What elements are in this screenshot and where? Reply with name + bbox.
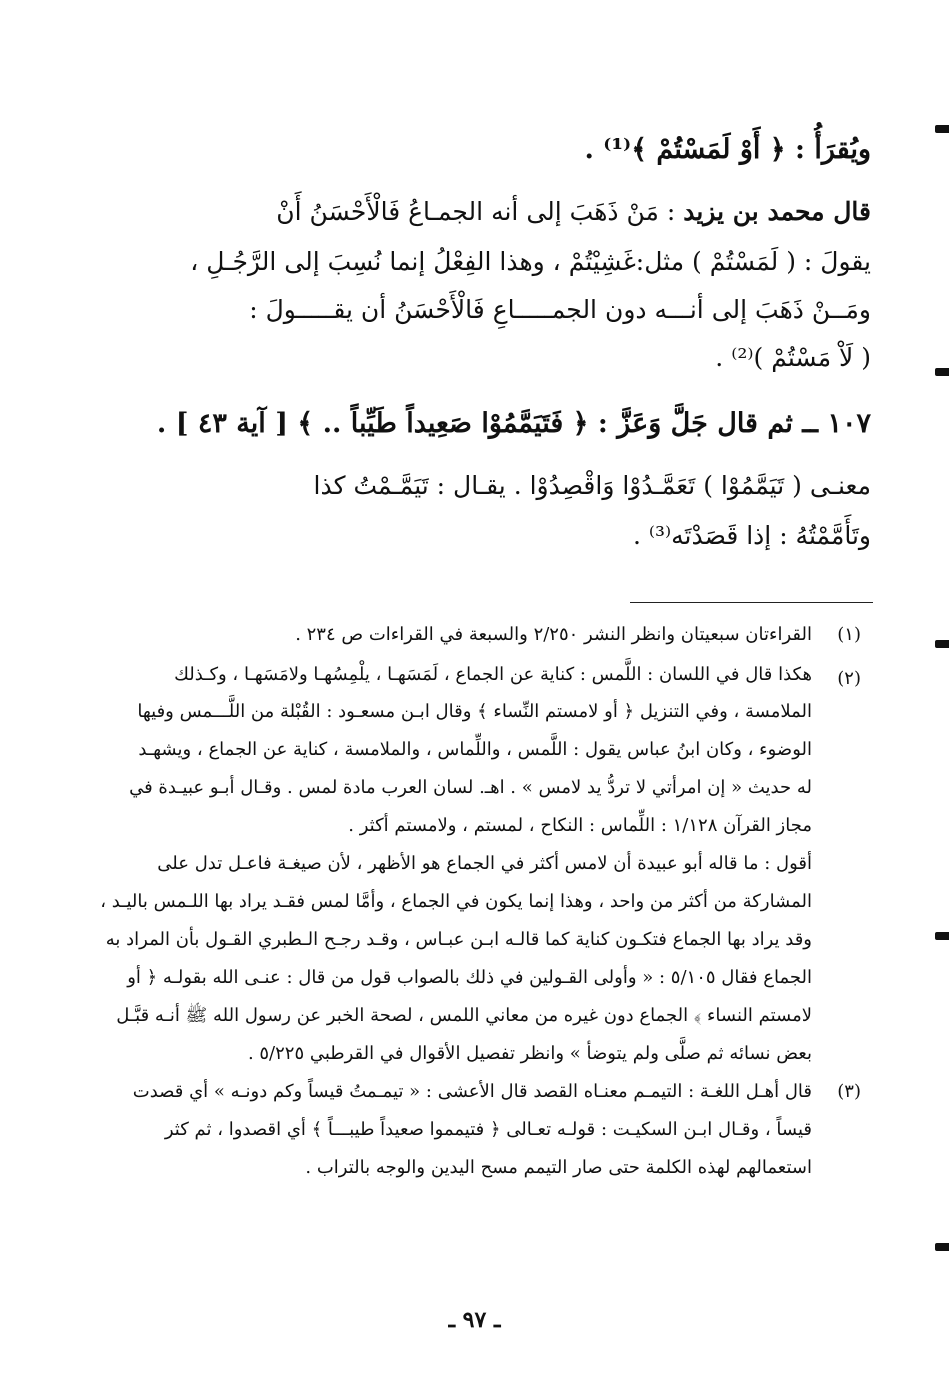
footnote-text: قال أهـل اللغـة : التيمـم معنـاه القصد قال الأعشى : « تيمـمتُ قيساً وكم دونـه » أي قصدت (132, 1081, 812, 1102)
footnote-text: لامستم النساء ﴾ الجماع دون غيره من معاني اللمس ، لصحة الخبر عن رسول الله ﷺ أنـه قبَّـل (116, 1005, 812, 1026)
page-number: ـ ٩٧ ـ (448, 1307, 501, 1333)
footnote-text: له حديث « إن امرأتي لا تردُّ يد لامس » . اهـ. لسان العرب مادة لمس . وقـال أبـو عبيـدة في (129, 777, 812, 798)
footnote-number: (٣) (837, 1081, 861, 1102)
footnote-text: أقول : ما قاله أبو عبيدة أن لامس أكثر في الجماع هو الأظهر ، لأن صيغـة فاعـل تدل على (157, 853, 812, 874)
footnote-text: استعمالهم لهذه الكلمة حتى صار التيمم مسح اليدين والوجه بالتراب . (305, 1157, 812, 1178)
body-line: وتَأَمَّمْتُهُ : إذا قَصَدْتَه⁽³⁾ . (632, 521, 871, 550)
footnote-text: وقد يراد بها الجماع فتكـون كناية كما قالـه ابـن عبـاس ، وقـد رجـح الـطبري القـول بأن المراد به (105, 929, 812, 950)
verse-heading: ١٠٧ ــ ثم قال جَلَّ وَعَزَّ : ﴿ فَتَيَمَّمُوْا صَعِيداً طَيِّباً .. ﴾ [ آية ٤٣ ] . (156, 408, 871, 439)
footnote-text: المشاركة من أكثر من واحد ، وهذا إنما يكون في الجماع ، وأمَّا لمس فقـد يراد بها اللـمس باليـد ، (100, 891, 812, 912)
body-line: ( لَاْ مَسْتُمْ )⁽²⁾ . (715, 343, 871, 372)
scan-edge-mark (935, 932, 949, 940)
footnote-text: بعض نسائه ثم صلَّى ولم يتوضأ » وانظر تفصيل الأقوال في القرطبي ٥/٢٢٥ . (247, 1043, 812, 1064)
quote-text: : مَنْ ذَهَبَ إلى أنه الجمـاعُ فَالْأَحْسَنُ أَنْ (276, 197, 684, 226)
body-line: معنـى ( تَيَمَّمُوْا ) تَعَمَّـدُوْا وَاقْصِدُوْا . يقـال : تَيَمَّـمْتُ كذا (313, 471, 871, 500)
footnote-text: هكذا قال في اللسان : اللَّمس : كناية عن الجماع ، لَمَسَهـا ، يلْمِسُهـا ولامَسَهـا ، وكـذلك (174, 664, 812, 685)
scan-edge-mark (935, 640, 949, 648)
scan-edge-mark (935, 1243, 949, 1251)
footnote-number: (١) (837, 624, 861, 645)
footnote-text: الملامسة ، وفي التنزيل ﴿ أو لامستم النِّساء ﴾ وقال ابـن مسعـود : القُبْلة من اللَّـــمس وفيها (137, 701, 812, 722)
body-line: يقولَ : ( لَمَسْتُمْ ) مثل:غَشِيْتُمْ ، وهذا الفِعْلُ إنما نُسِبَ إلى الرَّجُـلِ ، (190, 247, 871, 276)
reading-line: ويُقرَأُ : ﴿ أَوْ لَمَسْتُمْ ﴾⁽¹⁾ . (584, 134, 871, 165)
footnote-number: (٢) (837, 668, 861, 689)
footnote-text: القراءتان سبعيتان وانظر النشر ٢/٢٥٠ والسبعة في القراءات ص ٢٣٤ . (295, 624, 812, 645)
footnote-separator (630, 602, 873, 603)
quote-intro-line (276, 193, 871, 231)
footnote-text: الجماع فقال ٥/١٠٥ : « وأولى القـولين في ذلك بالصواب قول من قال : عنـى الله بقولـه ﴿ أو (127, 967, 812, 988)
body-line: ومَــنْ ذَهَبَ إلى أنـــه دون الجمـــــاعِ فَالْأَحْسَنُ أن يقـــــولَ : (249, 295, 871, 324)
footnote-text: مجاز القرآن ١/١٢٨ : اللِّماس : النكاح ، لمستم ، ولامستم أكثر . (348, 815, 812, 836)
footnote-text: الوضوء ، وكان ابنُ عباس يقول : اللَّمس ، واللِّماس ، والملامسة ، كناية عن الجماع ، ويشهـد (138, 739, 812, 760)
speaker-name: قال محمد بن يزيد (683, 197, 871, 226)
scan-edge-mark (935, 125, 949, 133)
footnote-text: قيساً ، وقـال ابـن السكيـت : قولـه تعـالى ﴿ فتيمموا صعيداً طيبـــاً ﴾ أي اقصدوا ، ثم كثر (164, 1119, 812, 1140)
scan-edge-mark (935, 368, 949, 376)
